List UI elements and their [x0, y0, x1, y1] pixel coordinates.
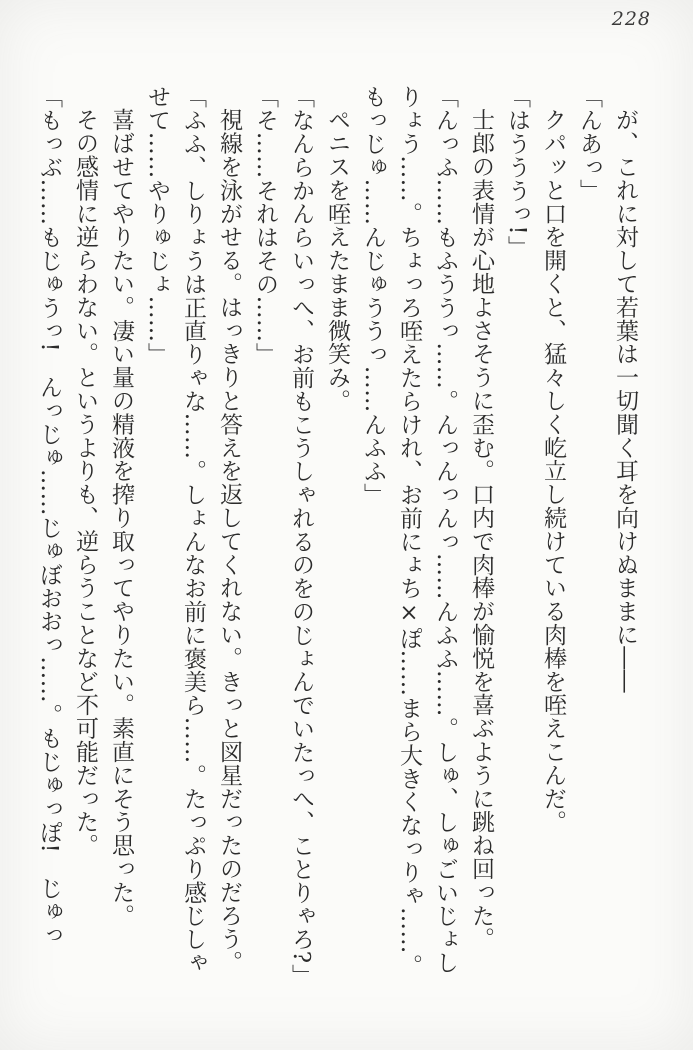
paragraph: が、これに対して若葉は一切聞く耳を向けぬままに―― [612, 108, 638, 693]
paragraph: クパッと口を開くと、猛々しく屹立し続けている肉棒を咥えこんだ。 [540, 108, 566, 834]
page-number: 228 [611, 8, 651, 30]
paragraph: 「はうううっ!」 [504, 85, 530, 259]
paragraph: ペニスを咥えたまま微笑み。 [324, 108, 350, 413]
paragraph: 喜ばせてやりたい。凄い量の精液を搾り取ってやりたい。素直にそう思った。 [108, 108, 134, 927]
paragraph: 「んっふ……もふううっ……。んっんっんっ……んふふ……。しゅ、しゅごいじょしりょう……。ちょっろ咥えたらけれ、お前にょち×ぽ……まら大きくなっりゃ……。もっじゅ……んじゅううっ……んふふ」 [360, 85, 458, 978]
vertical-text-block [31, 85, 643, 985]
paragraph: 「んあっ」 [576, 85, 602, 202]
paragraph: 「なんらかんらいっへ、お前もこうしゃれるのをのじょんでいたっへ、ことりゃろ?」 [288, 85, 314, 987]
paragraph: 士郎の表情が心地よさそうに歪む。口内で肉棒が愉悦を喜ぶように跳ね回った。 [468, 108, 494, 951]
paragraph: その感情に逆らわない。というよりも、逆らうことなど不可能だった。 [72, 108, 98, 857]
paragraph: 視線を泳がせる。はっきりと答えを返してくれない。きっと図星だったのだろう。 [216, 108, 242, 974]
paragraph: 「そ……それはその……」 [252, 85, 278, 366]
paragraph: 「もっぶ……もじゅうっ! んっじゅ……じゅぼおおっ……。もじゅっぽ! じゅっ [36, 85, 62, 947]
paragraph: 「ふふ、しりょうは正直りゃな……。しょんなお前に褒美ら……。たっぷり感じしゃせて……やりゅじょ……」 [144, 85, 206, 975]
